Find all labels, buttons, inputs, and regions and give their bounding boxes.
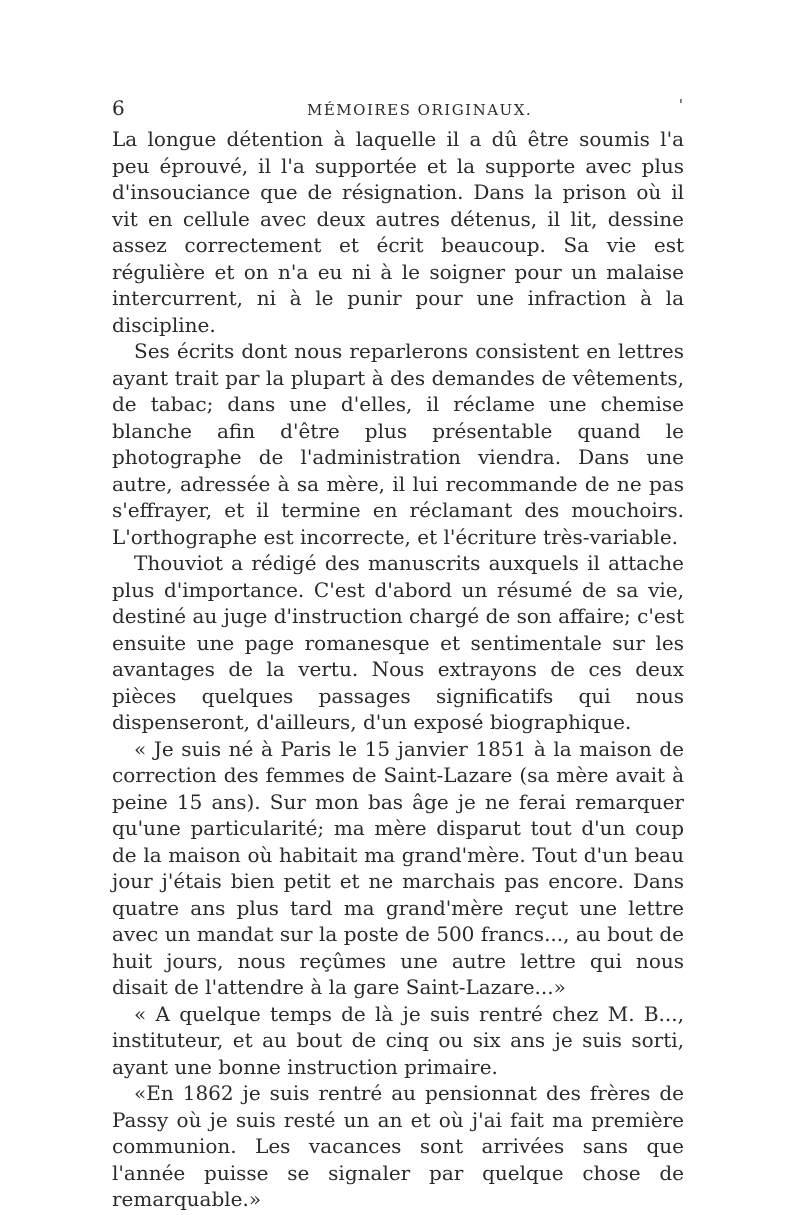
- body-text: [112, 126, 684, 1213]
- page-header: [112, 96, 684, 126]
- paragraph-1: La longue détention à laquelle il a dû être soumis l'a peu éprouvé, il l'a supportée et la supporte avec plus d'insouciance que de résignation. Dans la prison où il vit en cellule avec deux autres détenus, il lit, dessine assez correctement et écrit beaucoup. Sa vie est régulière et on n'a eu ni à le soigner pour un malaise intercurrent, ni à le punir pour une infraction à la discipline.: [112, 127, 684, 337]
- page-number: 6: [112, 96, 126, 120]
- paragraph-3: Thouviot a rédigé des manuscrits auxquels il attache plus d'importance. C'est d'abord un résumé de sa vie, destiné au juge d'instruction chargé de son affaire; c'est ensuite une page romanesque et sentimentale sur les avantages de la vertu. Nous extrayons de ces deux pièces quelques passages significatifs qui nous dispenseront, d'ailleurs, d'un exposé biographique.: [112, 551, 684, 734]
- paragraph-5: « A quelque temps de là je suis rentré chez M. B..., instituteur, et au bout de cinq ou six ans je suis sorti, ayant une bonne instruction primaire.: [112, 1001, 684, 1079]
- header-mark: ': [678, 96, 684, 114]
- paragraph-4: « Je suis né à Paris le 15 janvier 1851 à la maison de correction des femmes de Saint-Lazare (sa mère avait à peine 15 ans). Sur mon bas âge je ne ferai remarquer qu'une particularité; ma mère disparut tout d'un coup de la maison où habitait ma grand'mère. Tout d'un beau jour j'étais bien petit et ne marchais pas encore. Dans quatre ans plus tard ma grand'mère reçut une lettre avec un mandat sur la poste de 500 francs..., au bout de huit jours, nous reçûmes une autre lettre qui nous disait de l'attendre à la gare Saint-Lazare...»: [112, 736, 684, 999]
- paragraph-6: «En 1862 je suis rentré au pensionnat des frères de Passy où je suis resté un an et où j'ai fait ma première communion. Les vacances sont arrivées sans que l'année puisse se signaler par quelque chose de remarquable.»: [112, 1081, 684, 1211]
- paragraph-2: Ses écrits dont nous reparlerons consistent en lettres ayant trait par la plupart à des demandes de vêtements, de tabac; dans une d'elles, il réclame une chemise blanche afin d'être plus présentable quand le photographe de l'administration viendra. Dans une autre, adressée à sa mère, il lui recommande de ne pas s'effrayer, et il termine en réclamant des mouchoirs. L'orthographe est incorrecte, et l'écriture très-variable.: [112, 339, 684, 549]
- running-head: MÉMOIRES ORIGINAUX.: [307, 101, 533, 119]
